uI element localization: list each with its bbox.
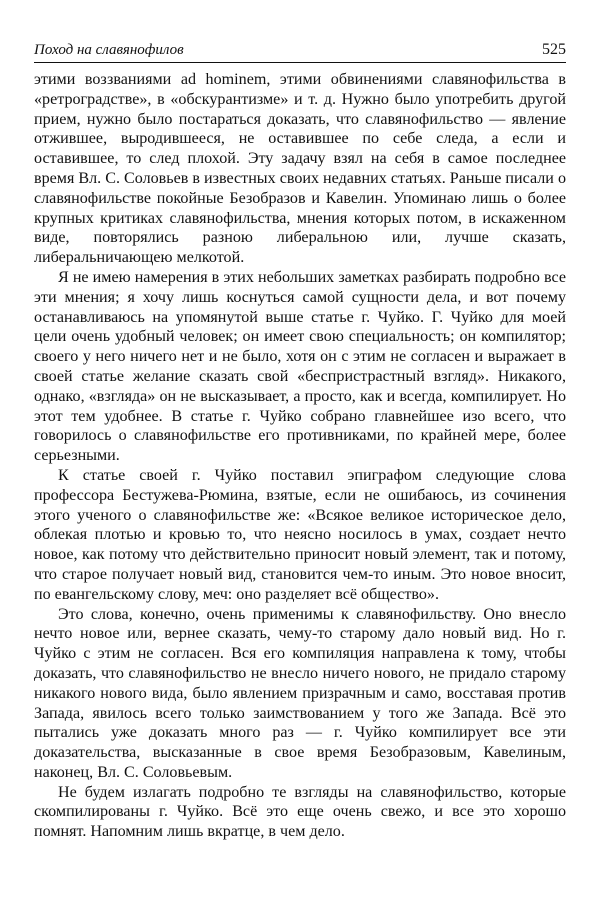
running-head: [34, 38, 566, 63]
paragraph: Это слова, конечно, очень применимы к славянофильству. Оно внесло нечто новое или, вернее сказать, чему-то старому дало новый вид. Но г. Чуйко с этим не согласен. Вся его компиляция направлена к тому, чтобы доказать, что славянофильство не внесло ничего нового, не придало старому никакого нового вида, было явлением призрачным и само, восставая против Запада, явилось всего только заимствованием у того же Запада. Всё это пытались уже доказать много раз — г. Чуйко компилирует все эти доказательства, высказанные в свое время Безобразовым, Кавелиным, наконец, Вл. С. Соловьевым.: [34, 605, 566, 781]
paragraph-continued: этими воззваниями ad hominem, этими обвинениями славянофильства в «ретроградстве», в «обскурантизме» и т. д. Нужно было употребить другой прием, нужно было постараться доказать, что славянофильство — явление отжившее, выродившееся, не оставившее по себе следа, а если и оставившее, то след плохой. Эту задачу взял на себя в самое последнее время Вл. С. Соловьев в известных своих недавних статьях. Раньше писали о славянофильстве покойные Безобразов и Кавелин. Упоминаю лишь о более крупных критиках славянофильства, мнения которых потом, в искаженном виде, повторялись разною либеральною или, лучше сказать, либеральничающею мелкотой.: [34, 71, 566, 267]
body-text: [34, 70, 566, 842]
paragraph: К статье своей г. Чуйко поставил эпиграфом следующие слова профессора Бестужева-Рюмина, взятые, если не ошибаюсь, из сочинения этого ученого о славянофильстве же: «Всякое великое историческое дело, облекая плотью и кровью то, что неясно носилось в умах, создает нечто новое, как потому что действительно приносит новый элемент, так и потому, что старое получает новый вид, становится чем-то иным. Это новое вносит, по евангельскому слову, меч: оно разделяет всё общество».: [34, 466, 566, 603]
paragraph: Я не имею намерения в этих небольших заметках разбирать подробно все эти мнения; я хочу лишь коснуться самой сущности дела, и вот почему останавливаюсь на упомянутой выше статье г. Чуйко. Г. Чуйко для моей цели очень удобный человек; он имеет свою специальность; он компилятор; своего у него ничего нет и не было, хотя он с этим не согласен и выражает в своей статье желание сказать свой «беспристрастный взгляд». Никакого, однако, «взгляда» он не высказывает, а просто, как и всегда, компилирует. Но этот тем удобнее. В статье г. Чуйко собрано главнейшее изо всего, что говорилось о славянофильстве его противниками, по крайней мере, более серьезными.: [34, 268, 566, 465]
paragraph: Не будем излагать подробно те взгляды на славянофильство, которые скомпилированы г. Чуйко. Всё это еще очень свежо, и все это хорошо помнят. Напомним лишь вкратце, в чем дело.: [34, 783, 566, 841]
running-title: Поход на славянофилов: [34, 42, 184, 58]
page-number: 525: [542, 41, 566, 58]
